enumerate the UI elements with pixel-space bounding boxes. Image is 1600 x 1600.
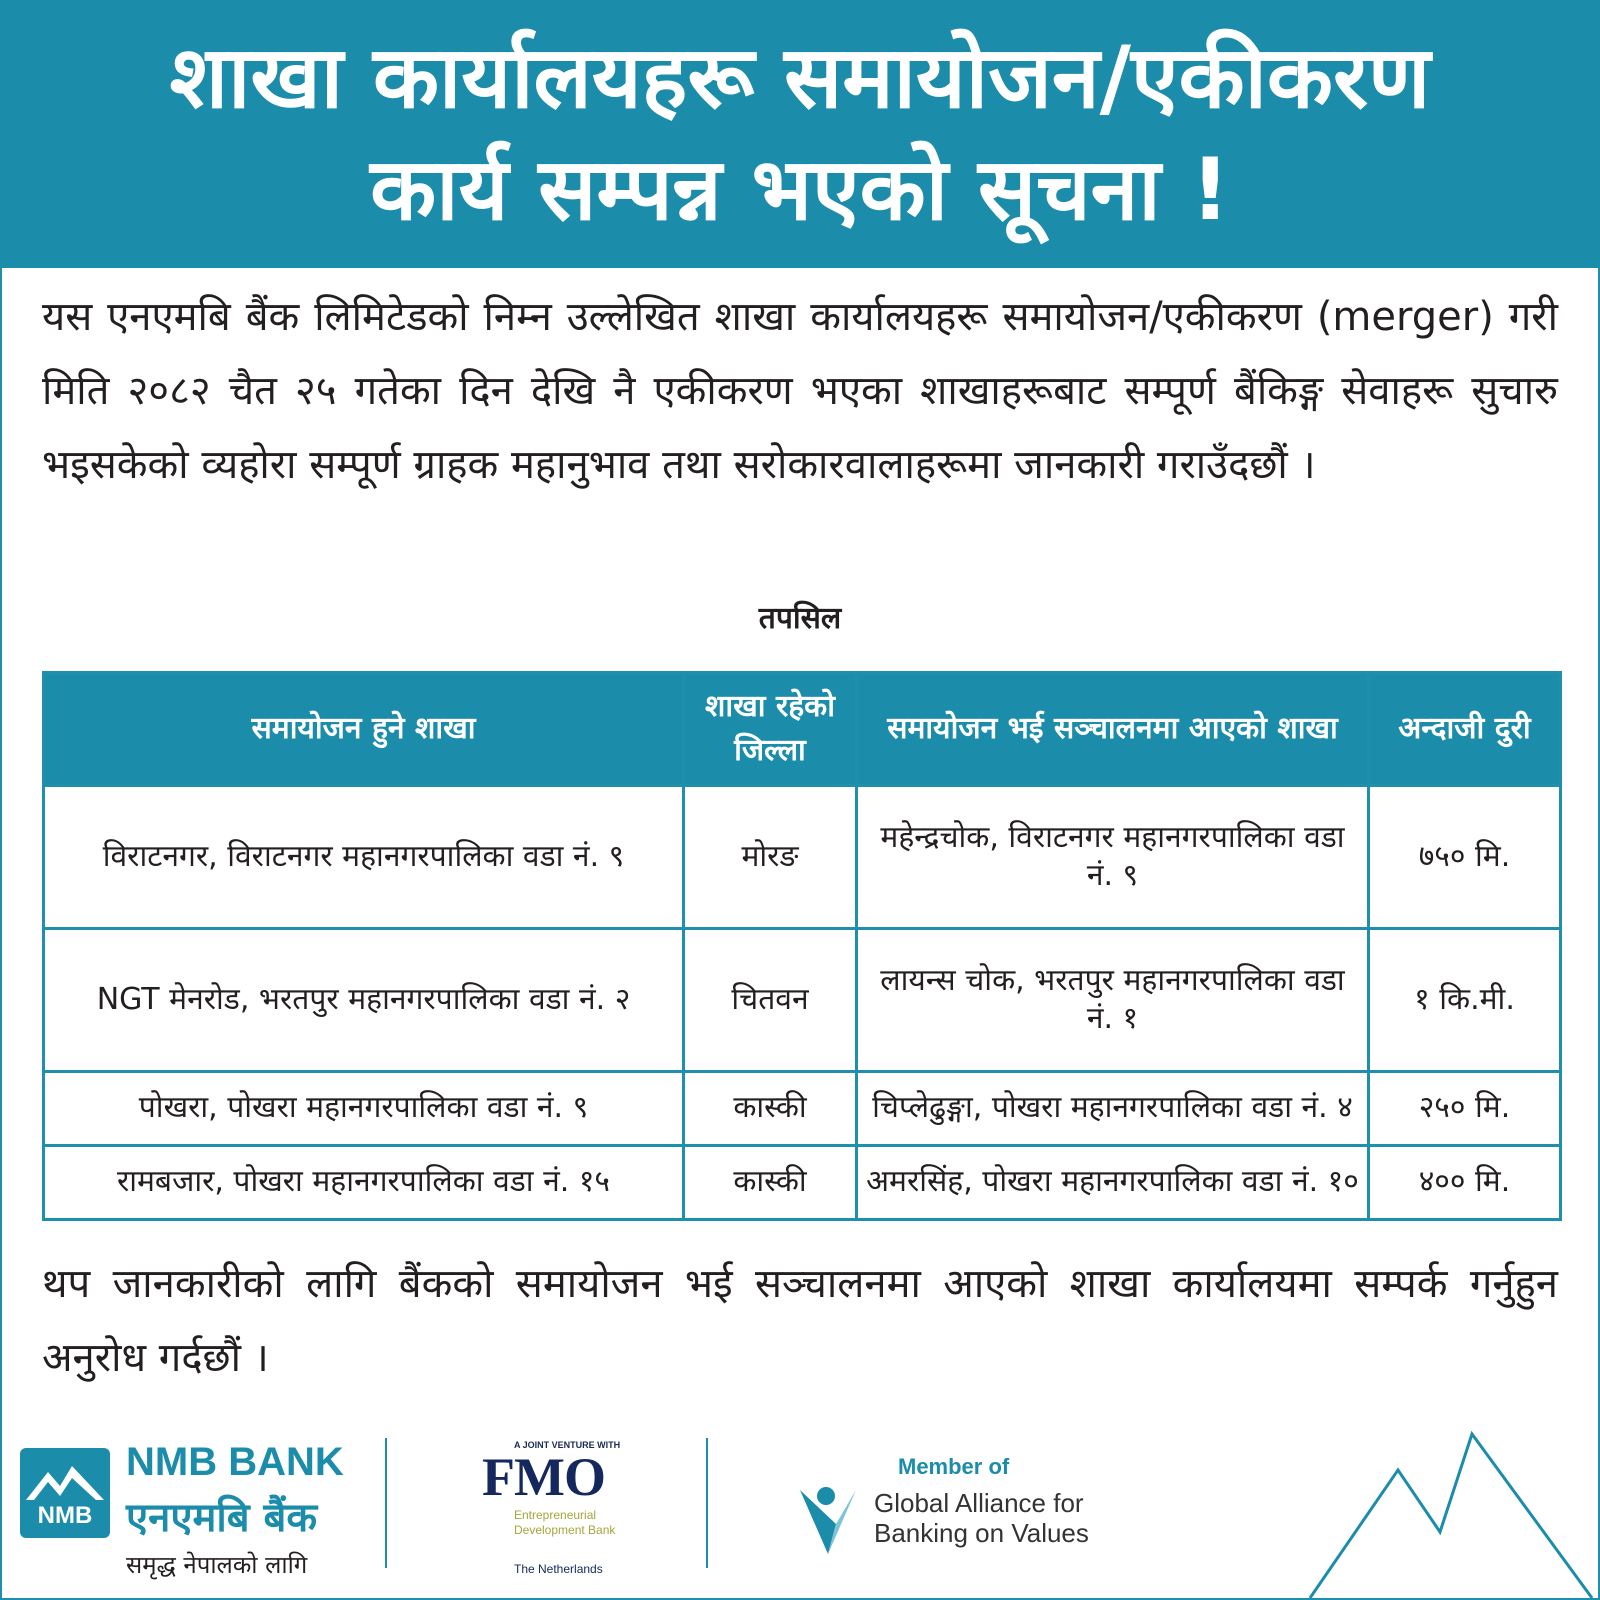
fmo-subtitle: Entrepreneurial Development Bank	[514, 1508, 616, 1537]
gabv-v-icon	[796, 1484, 860, 1556]
cell-district: चितवन	[684, 928, 857, 1071]
intro-paragraph: यस एनएमबि बैंक लिमिटेडको निम्न उल्लेखित शाखा कार्यालयहरू समायोजन/एकीकरण (merger) गरी मिति २०८२ चैत २५ गतेका दिन देखि नै एकीकरण भएका शाखाहरूबाट सम्पूर्ण बैंकिङ्ग सेवाहरू सुचारु भइसकेको व्यहोरा सम्पूर्ण ग्राहक महानुभाव तथा सरोकारवालाहरूमा जानकारी गराउँदछौं ।	[42, 294, 1558, 488]
cell-operating-branch: अमरसिंह, पोखरा महानगरपालिका वडा नं. १०	[857, 1145, 1369, 1219]
table-header-row	[44, 673, 1561, 786]
cell-distance: २५० मि.	[1369, 1071, 1561, 1145]
closing-paragraph: थप जानकारीको लागि बैंकको समायोजन भई सञ्चालनमा आएको शाखा कार्यालयमा सम्पर्क गर्नुहुन अनुरोध गर्दछौं ।	[42, 1261, 1558, 1381]
gabv-name	[874, 1488, 1089, 1548]
table-row	[44, 928, 1561, 1071]
notice-banner	[0, 0, 1600, 268]
gabv-name-line-1: Global Alliance for	[874, 1488, 1084, 1518]
footer-logos	[0, 1420, 1600, 1600]
nmb-name-english: NMB BANK	[126, 1440, 344, 1484]
cell-merging-branch: विराटनगर, विराटनगर महानगरपालिका वडा नं. ९	[44, 786, 684, 929]
cell-district: मोरङ	[684, 786, 857, 929]
branch-merger-table	[42, 671, 1562, 1221]
nmb-name-nepali: एनएमबि बैंक	[126, 1495, 318, 1541]
header-district: शाखा रहेको जिल्ला	[684, 673, 857, 786]
cell-distance: ७५० मि.	[1369, 786, 1561, 929]
cell-operating-branch: लायन्स चोक, भरतपुर महानगरपालिका वडा नं. १	[857, 928, 1369, 1071]
table-row	[44, 1145, 1561, 1219]
header-distance: अन्दाजी दुरी	[1369, 673, 1561, 786]
cell-district: कास्की	[684, 1145, 857, 1219]
fmo-country: The Netherlands	[514, 1562, 603, 1576]
nmb-tagline: समृद्ध नेपालको लागि	[126, 1551, 308, 1579]
nmb-logo-text: NMB	[37, 1502, 93, 1529]
cell-operating-branch: चिप्लेढुङ्गा, पोखरा महानगरपालिका वडा नं. ४	[857, 1071, 1369, 1145]
gabv-member-label: Member of	[898, 1454, 1010, 1479]
cell-distance: ४०० मि.	[1369, 1145, 1561, 1219]
cell-distance: १ कि.मी.	[1369, 928, 1561, 1071]
cell-operating-branch: महेन्द्रचोक, विराटनगर महानगरपालिका वडा नं. ९	[857, 786, 1369, 929]
nmb-logo	[20, 1448, 110, 1538]
banner-title-line-1: शाखा कार्यालयहरू समायोजन/एकीकरण	[169, 28, 1431, 128]
footer-divider	[385, 1438, 387, 1568]
table-title: तपसिल	[758, 601, 842, 636]
table-row	[44, 786, 1561, 929]
fmo-logo: FMO	[482, 1447, 605, 1507]
fmo-joint-venture-label: A JOINT VENTURE WITH	[514, 1440, 621, 1450]
header-merging-branch: समायोजन हुने शाखा	[44, 673, 684, 786]
cell-district: कास्की	[684, 1071, 857, 1145]
mountain-outline-icon	[1300, 1420, 1596, 1598]
gabv-name-line-2: Banking on Values	[874, 1518, 1089, 1548]
header-operating-branch: समायोजन भई सञ्चालनमा आएको शाखा	[857, 673, 1369, 786]
cell-merging-branch: रामबजार, पोखरा महानगरपालिका वडा नं. १५	[44, 1145, 684, 1219]
cell-merging-branch: NGT मेनरोड, भरतपुर महानगरपालिका वडा नं. २	[44, 928, 684, 1071]
cell-merging-branch: पोखरा, पोखरा महानगरपालिका वडा नं. ९	[44, 1071, 684, 1145]
table-row	[44, 1071, 1561, 1145]
footer-divider	[706, 1438, 708, 1568]
banner-title-line-2: कार्य सम्पन्न भएको सूचना !	[370, 140, 1230, 240]
